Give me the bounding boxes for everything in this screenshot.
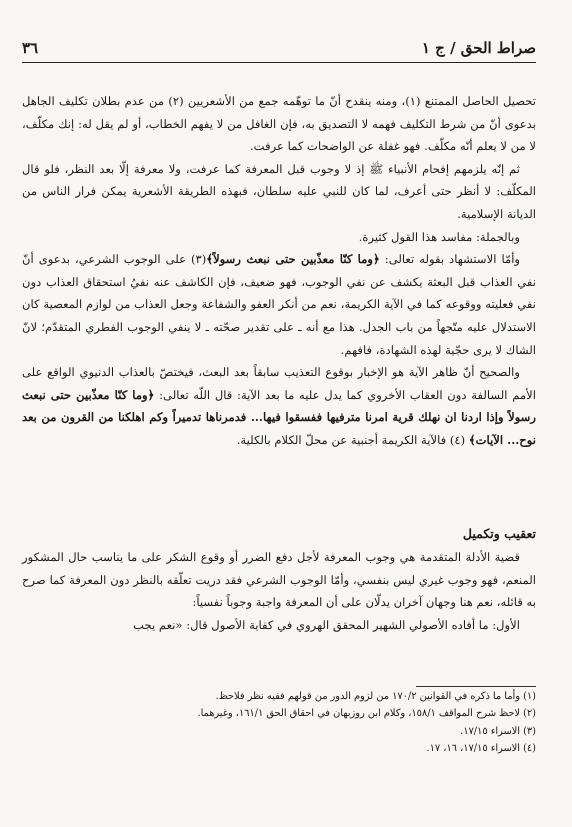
paragraph: وبالجملة: مفاسد هذا القول كثيرة.: [358, 229, 520, 244]
footnote: (٤) الاسراء ١٧/١٥، ١٦، ١٧.: [426, 743, 536, 755]
paragraph-text: (٣) على الوجوب الشرعي، بدعوى أنّ نفي العذاب قبل البعثة يكشف عن نفي الوجوب، فهو ضعيف، فإن الكاشف عنه نفيُ استحقاق العذاب دون نفي فعليته ووقوعه كما في الآية الكريمة، نعم من أنكر العفو والشفاعة وجعل العذاب من لوازم المعصية كان الاستدلال عليه متّجهاً من باب الجدل. هذا مع أنه ـ على تقدير صحّته ـ لا ينفي الوجوب الفطري المتقدّم؛ لانّ الشاك لا يرى حجّية لهذه الشهادة، فافهم.: [22, 252, 536, 357]
footnotes: [22, 688, 536, 758]
quran-verse: ﴿وما كنّا معذّبين حتى نبعث رسولاً وإذا اردنا ان نهلك قرية امرنا مترفيها ففسقوا فيها... فدمرناها تدميراً وكم اهلكنا من القرون من بعد نوح... الآيات﴾: [22, 387, 536, 447]
paragraph: تحصيل الحاصل الممتنع (١)، ومنه ينقدح أنّ ما توهّمه جمع من الأشعريين (٢) من عدم بطلان تكليف الجاهل بدعوى أنّ من شرط التكليف فهمه لا التصديق به، فإن الغافل من لا يفهم الخطاب، أو لم يقل له: إنك مكلّف، لا من لا يعلم أنّه مكلّف. فهو غفلة عن الواضحات كما عرفت.: [22, 94, 537, 154]
page-header: [22, 38, 536, 63]
quran-verse: ﴿وما كنّا معذّبين حتى نبعث رسولاً﴾: [206, 252, 380, 267]
footnote: (٢) لاحظ شرح المواقف ١٥٨/١، وكلام ابن روزبهان في احقاق الحق ١٦١/١، وغيرهما.: [197, 708, 536, 720]
footnote-divider: [416, 686, 536, 687]
paragraph: [22, 361, 536, 451]
paragraph: قضية الأدلة المتقدمة هي وجوب المعرفة لأجل دفع الضرر أو وقوع الشكر على ما يناسب حال المشكور المنعم، فهو وجوب غيري ليس بنفسي، وأمّا الوجوب الشرعي فقد دريت تعلّقه بالنظر دون المعرفة كما صرح به قائله، نعم هنا وجهان آخران يدلّان على أن المعرفة واجبة وجوباً نفسياً:: [22, 550, 536, 610]
paragraph-text: والصحيح أنّ ظاهر الآية هو الإخبار بوقوع التعذيب سابقاً بعد البعث، فيختصّ بالعذاب الدنيوي الواقع على الأمم السالفة دون العقاب الأخروي كما يدل عليه ما بعد الآية: قال اللّه تعالى:: [22, 365, 536, 402]
paragraph-text: وأمّا الاستشهاد بقوله تعالى:: [384, 252, 521, 267]
main-text: [22, 90, 536, 452]
section-heading: تعقيب وتكميل: [462, 526, 536, 541]
paragraph-text: (٤) فالآية الكريمة أجنبية عن محلّ الكلام بالكلية.: [236, 432, 466, 447]
footnote: (٣) الاسراء ١٧/١٥.: [460, 725, 536, 737]
section-text: [22, 546, 536, 636]
page-number: ٣٦: [22, 39, 39, 57]
paragraph: ثم إنّه يلزمهم إفحام الأنبياء ﷺ إذ لا وجوب قبل المعرفة كما عرفت، ولا معرفة إلّا بعد النظر، فلو قال المكلّف: لا أنظر حتى أعرف، لما كان للنبي عليه سلطان، فبهذه الطريقة الأشعرية يمكن فرار الناس من الديانة الإسلامية.: [22, 161, 536, 221]
paragraph: [22, 248, 536, 361]
footnote: (١) وأما ما ذكره في القوانين ١٧٠/٢ من لزوم الدور من قولهم ففيه نظر فلاحظ.: [215, 691, 536, 702]
running-title: صراط الحق / ج ١: [421, 39, 536, 57]
paragraph: الأول: ما أفاده الأصولي الشهير المحقق الهروي في كفاية الأصول قال: «نعم يجب: [133, 617, 520, 632]
